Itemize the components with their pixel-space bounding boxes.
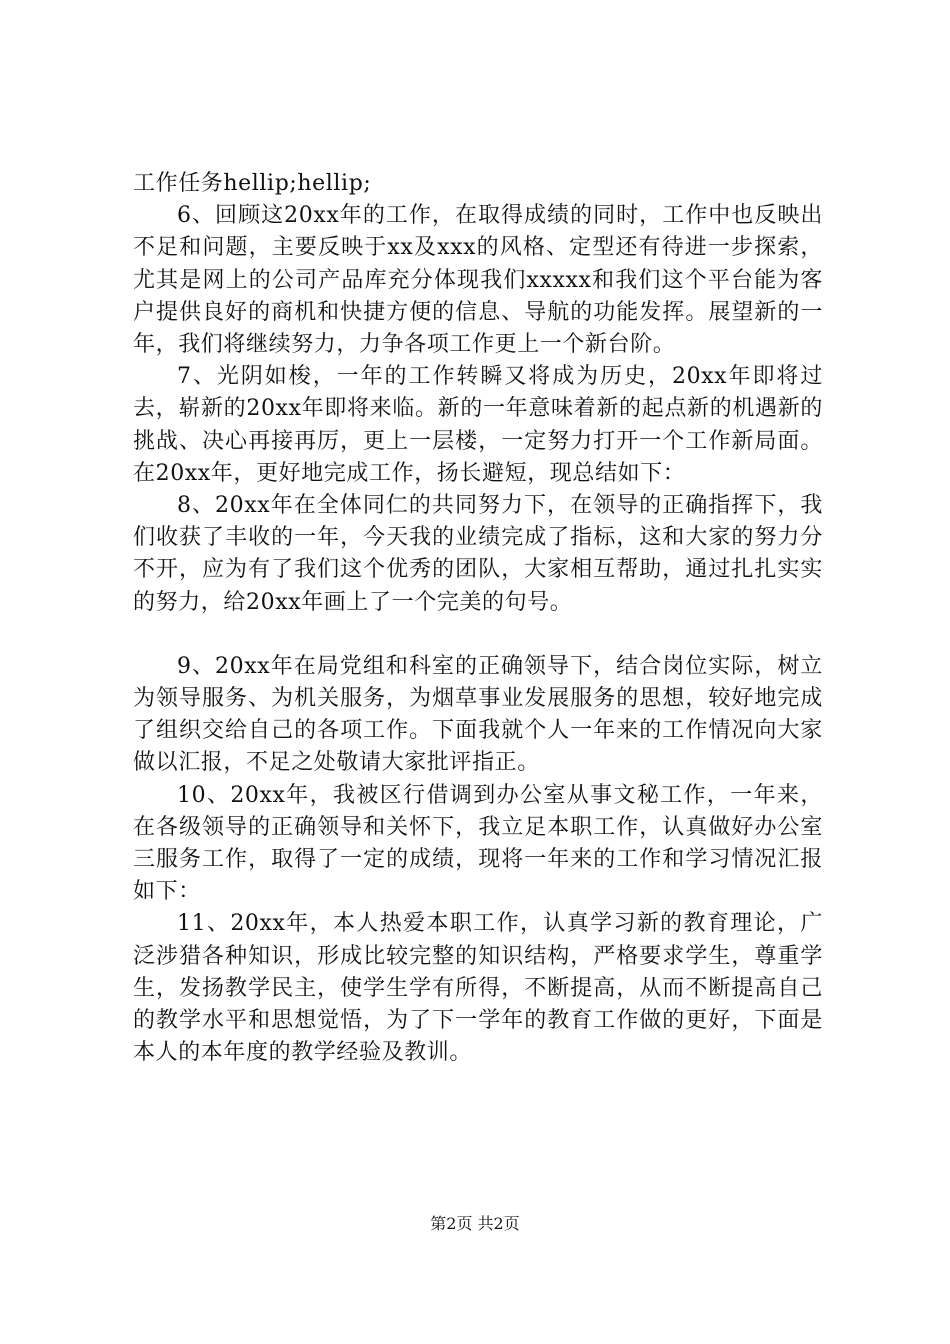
page-number-footer: 第2页 共2页: [430, 1214, 520, 1233]
paragraph-item-7: 7、光阴如梭，一年的工作转瞬又将成为历史，20xx年即将过去，崭新的20xx年即将来临。新的一年意味着新的起点新的机遇新的挑战、决心再接再厉，更上一层楼，一定努力打开一个工作新局面。在20xx年，更好地完成工作，扬长避短，现总结如下：: [133, 364, 823, 486]
paragraph-item-9: 9、20xx年在局党组和科室的正确领导下，结合岗位实际，树立为领导服务、为机关服务，为烟草事业发展服务的思想，较好地完成了组织交给自己的各项工作。下面我就个人一年来的工作情况向大家做以汇报，不足之处敬请大家批评指正。: [133, 653, 823, 776]
paragraph-item-8: 8、20xx年在全体同仁的共同努力下，在领导的正确指挥下，我们收获了丰收的一年，今天我的业绩完成了指标，这和大家的努力分不开，应为有了我们这个优秀的团队，大家相互帮助，通过扎扎实实的努力，给20xx年画上了一个完美的句号。: [133, 493, 823, 615]
paragraph-item-11: 11、20xx年，本人热爱本职工作，认真学习新的教育理论，广泛涉猎各种知识，形成比较完整的知识结构，严格要求学生，尊重学生，发扬教学民主，使学生学有所得，不断提高，从而不断提高自己的教学水平和思想觉悟，为了下一学年的教育工作做的更好，下面是本人的本年度的教学经验及教训。: [133, 911, 823, 1066]
paragraph-item-10: 10、20xx年，我被区行借调到办公室从事文秘工作，一年来，在各级领导的正确领导和关怀下，我立足本职工作，认真做好办公室三服务工作，取得了一定的成绩，现将一年来的工作和学习情况汇报如下：: [133, 782, 823, 905]
paragraph-continuation: 工作任务hellip;hellip;: [133, 171, 372, 196]
document-body: [133, 168, 823, 1069]
paragraph-item-6: 6、回顾这20xx年的工作，在取得成绩的同时，工作中也反映出不足和问题，主要反映于xx及xxx的风格、定型还有待进一步探索，尤其是网上的公司产品库充分体现我们xxxxx和我们这个平台能为客户提供良好的商机和快捷方便的信息、导航的功能发挥。展望新的一年，我们将继续努力，力争各项工作更上一个新台阶。: [133, 203, 823, 358]
